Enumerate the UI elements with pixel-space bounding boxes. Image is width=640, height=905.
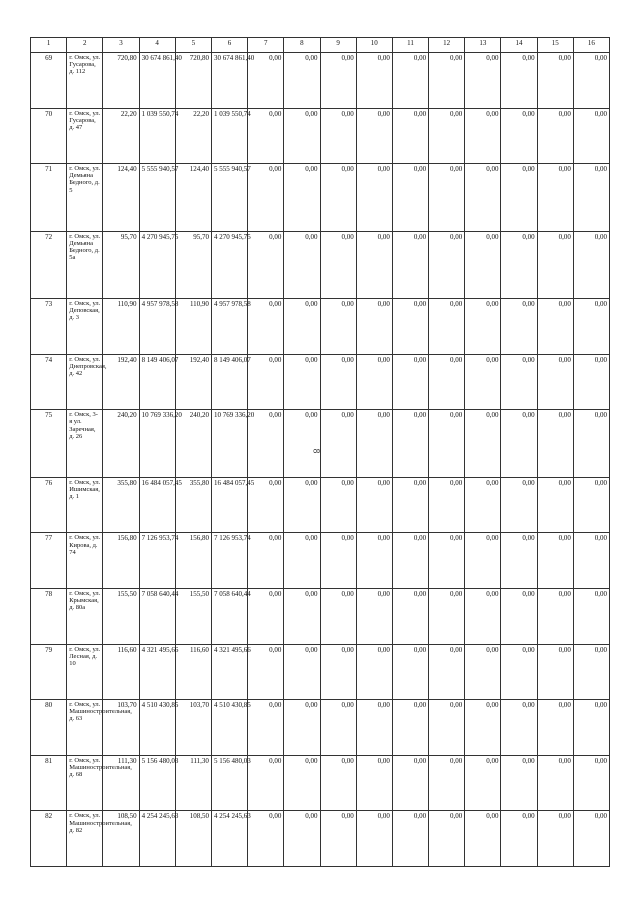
table-cell: 0,00 <box>320 589 356 645</box>
table-cell: 7 058 640,44 <box>211 589 247 645</box>
header-cell-1: 1 <box>31 38 67 53</box>
table-cell: 0,00 <box>429 299 465 355</box>
table-cell: 0,00 <box>573 533 609 589</box>
table-cell: 5 156 480,03 <box>211 755 247 811</box>
table-cell: 0,00 <box>392 644 428 700</box>
table-cell: 0,00 <box>573 108 609 164</box>
header-cell-8: 8 <box>284 38 320 53</box>
table-cell: 0,00 <box>465 477 501 533</box>
table-cell: 0,00 <box>501 589 537 645</box>
table-cell: 0,00 <box>573 53 609 109</box>
table-cell: 30 674 861,40 <box>139 53 175 109</box>
table-cell: 155,50 <box>175 589 211 645</box>
table-cell: 0,00 <box>284 755 320 811</box>
table-cell: 0,00 <box>465 164 501 231</box>
table-cell: 0,00 <box>465 700 501 756</box>
table-cell: 0,00 <box>248 231 284 298</box>
header-cell-7: 7 <box>248 38 284 53</box>
table-cell: 0,00 <box>392 108 428 164</box>
table-cell: 0,00 <box>501 700 537 756</box>
table-cell: 0,00 <box>429 231 465 298</box>
table-cell: 110,90 <box>175 299 211 355</box>
address-cell: г. Омск, ул. Гусарова, д. 47 <box>67 108 103 164</box>
table-cell: 355,80 <box>103 477 139 533</box>
table-cell: 78 <box>31 589 67 645</box>
address-cell: г. Омск, ул. Ишимская, д. 1 <box>67 477 103 533</box>
table-cell: 0,00 <box>356 164 392 231</box>
table-cell: 95,70 <box>175 231 211 298</box>
address-cell: г. Омск, ул. Днепровская, д. 42 <box>67 354 103 410</box>
table-cell: 0,00 <box>537 755 573 811</box>
table-cell: 4 254 245,63 <box>211 811 247 867</box>
table-cell: 77 <box>31 533 67 589</box>
table-row <box>31 410 610 477</box>
table-cell: 0,00 <box>356 231 392 298</box>
table-cell: 124,40 <box>103 164 139 231</box>
table-cell: 0,00 <box>392 354 428 410</box>
header-cell-13: 13 <box>465 38 501 53</box>
table-cell: 0,00 <box>501 231 537 298</box>
table-cell: 4 270 945,75 <box>211 231 247 298</box>
table-cell: 0,00 <box>429 755 465 811</box>
table-cell: 0,00 <box>356 700 392 756</box>
table-cell: 0,00 <box>320 299 356 355</box>
table-cell: 0,00 <box>465 53 501 109</box>
header-cell-16: 16 <box>573 38 609 53</box>
table-cell: 0,00 <box>248 164 284 231</box>
table-cell: 0,00 <box>573 811 609 867</box>
table-cell: 240,20 <box>175 410 211 477</box>
table-cell: 0,00 <box>429 589 465 645</box>
table-cell: 108,50 <box>175 811 211 867</box>
table-cell: 70 <box>31 108 67 164</box>
table-cell: 5 555 940,57 <box>139 164 175 231</box>
header-cell-15: 15 <box>537 38 573 53</box>
header-cell-12: 12 <box>429 38 465 53</box>
table-cell: 74 <box>31 354 67 410</box>
table-cell: 0,00 <box>356 410 392 477</box>
address-cell: г. Омск, ул. Лесная, д. 10 <box>67 644 103 700</box>
table-cell: 0,00 <box>284 53 320 109</box>
table-cell: 0,00 <box>465 410 501 477</box>
table-cell: 0,00 <box>320 811 356 867</box>
table-cell: 0,00 <box>537 589 573 645</box>
table-row <box>31 700 610 756</box>
table-cell: 0,00 <box>465 755 501 811</box>
table-cell: 0,00 <box>537 108 573 164</box>
header-cell-9: 9 <box>320 38 356 53</box>
table-cell: 0,00 <box>356 644 392 700</box>
table-cell: 0,00 <box>284 164 320 231</box>
table-cell: 7 126 953,74 <box>139 533 175 589</box>
table-cell: 156,80 <box>103 533 139 589</box>
table-cell: 7 126 953,74 <box>211 533 247 589</box>
table-cell: 355,80 <box>175 477 211 533</box>
scanned-table-container <box>30 37 610 867</box>
table-cell: 0,00 <box>392 53 428 109</box>
address-cell: г. Омск, ул. Демьяна Бедного, д. 5а <box>67 231 103 298</box>
table-cell: 0,00 <box>429 477 465 533</box>
table-cell: 0,00 <box>501 164 537 231</box>
table-cell: 0,00 <box>392 755 428 811</box>
table-cell: 0,00 <box>501 533 537 589</box>
table-cell: 192,40 <box>175 354 211 410</box>
table-cell: 108,50 <box>103 811 139 867</box>
table-cell: 4 510 430,85 <box>211 700 247 756</box>
table-cell: 0,00 <box>573 299 609 355</box>
table-cell: 5 555 940,57 <box>211 164 247 231</box>
table-cell: 0,00 <box>356 299 392 355</box>
table-cell: 8 149 406,07 <box>139 354 175 410</box>
table-cell: 16 484 057,45 <box>139 477 175 533</box>
table-cell: 0,00 <box>501 354 537 410</box>
page-number: 8 <box>311 448 322 454</box>
table-cell: 0,00 <box>501 108 537 164</box>
header-cell-10: 10 <box>356 38 392 53</box>
header-cell-14: 14 <box>501 38 537 53</box>
table-cell: 0,00 <box>320 477 356 533</box>
header-cell-2: 2 <box>67 38 103 53</box>
table-cell: 0,00 <box>573 589 609 645</box>
table-cell: 1 039 550,74 <box>139 108 175 164</box>
table-cell: 76 <box>31 477 67 533</box>
table-cell: 111,30 <box>175 755 211 811</box>
table-cell: 0,00 <box>429 700 465 756</box>
table-cell: 0,00 <box>465 533 501 589</box>
address-cell: г. Омск, ул. Кирова, д. 74 <box>67 533 103 589</box>
table-cell: 0,00 <box>429 108 465 164</box>
table-cell: 0,00 <box>429 410 465 477</box>
address-cell: г. Омск, ул. Деповская, д. 3 <box>67 299 103 355</box>
table-cell: 0,00 <box>429 164 465 231</box>
table-cell: 0,00 <box>248 354 284 410</box>
table-cell: 22,20 <box>175 108 211 164</box>
table-cell: 0,00 <box>392 811 428 867</box>
table-cell: 0,00 <box>537 299 573 355</box>
table-cell: 0,00 <box>356 811 392 867</box>
table-cell: 0,00 <box>501 299 537 355</box>
header-cell-11: 11 <box>392 38 428 53</box>
table-cell: 0,00 <box>320 410 356 477</box>
table-cell: 0,00 <box>320 231 356 298</box>
table-cell: 0,00 <box>501 410 537 477</box>
table-cell: 80 <box>31 700 67 756</box>
table-cell: 0,00 <box>248 644 284 700</box>
table-cell: 0,00 <box>356 477 392 533</box>
address-cell: г. Омск, ул. Гусарова, д. 112 <box>67 53 103 109</box>
table-cell: 0,00 <box>573 354 609 410</box>
table-cell: 0,00 <box>573 755 609 811</box>
table-cell: 4 957 978,58 <box>139 299 175 355</box>
table-cell: 155,50 <box>103 589 139 645</box>
table-cell: 0,00 <box>465 108 501 164</box>
table-cell: 0,00 <box>537 231 573 298</box>
table-cell: 0,00 <box>284 410 320 477</box>
table-cell: 0,00 <box>537 354 573 410</box>
table-cell: 0,00 <box>320 164 356 231</box>
table-cell: 0,00 <box>573 164 609 231</box>
table-cell: 75 <box>31 410 67 477</box>
table-cell: 116,60 <box>103 644 139 700</box>
table-cell: 10 769 336,20 <box>139 410 175 477</box>
table-cell: 0,00 <box>248 755 284 811</box>
table-cell: 72 <box>31 231 67 298</box>
table-cell: 0,00 <box>537 410 573 477</box>
table-cell: 81 <box>31 755 67 811</box>
table-cell: 0,00 <box>465 299 501 355</box>
property-table <box>30 37 610 867</box>
table-cell: 0,00 <box>392 477 428 533</box>
table-cell: 0,00 <box>537 811 573 867</box>
table-cell: 0,00 <box>248 108 284 164</box>
table-cell: 192,40 <box>103 354 139 410</box>
table-cell: 0,00 <box>537 644 573 700</box>
table-cell: 69 <box>31 53 67 109</box>
table-cell: 124,40 <box>175 164 211 231</box>
table-cell: 22,20 <box>103 108 139 164</box>
table-cell: 0,00 <box>320 533 356 589</box>
table-cell: 0,00 <box>465 589 501 645</box>
table-cell: 0,00 <box>429 53 465 109</box>
table-cell: 8 149 406,07 <box>211 354 247 410</box>
table-cell: 4 254 245,63 <box>139 811 175 867</box>
table-cell: 0,00 <box>537 53 573 109</box>
table-cell: 0,00 <box>284 477 320 533</box>
table-cell: 720,80 <box>103 53 139 109</box>
table-cell: 0,00 <box>284 354 320 410</box>
address-cell: г. Омск, ул. Машиностроительная, д. 68 <box>67 755 103 811</box>
table-cell: 5 156 480,03 <box>139 755 175 811</box>
table-cell: 0,00 <box>356 589 392 645</box>
table-cell: 0,00 <box>429 533 465 589</box>
table-cell: 0,00 <box>284 644 320 700</box>
header-cell-5: 5 <box>175 38 211 53</box>
table-cell: 0,00 <box>501 53 537 109</box>
table-cell: 156,80 <box>175 533 211 589</box>
address-cell: г. Омск, ул. Машиностроительная, д. 63 <box>67 700 103 756</box>
table-cell: 0,00 <box>284 533 320 589</box>
table-cell: 0,00 <box>392 164 428 231</box>
table-cell: 116,60 <box>175 644 211 700</box>
table-cell: 111,30 <box>103 755 139 811</box>
table-row <box>31 644 610 700</box>
table-row <box>31 477 610 533</box>
table-cell: 7 058 640,44 <box>139 589 175 645</box>
table-cell: 0,00 <box>465 644 501 700</box>
table-cell: 0,00 <box>573 644 609 700</box>
table-cell: 0,00 <box>537 477 573 533</box>
table-row <box>31 354 610 410</box>
table-cell: 0,00 <box>392 533 428 589</box>
table-cell: 0,00 <box>284 108 320 164</box>
table-cell: 0,00 <box>248 477 284 533</box>
table-cell: 10 769 336,20 <box>211 410 247 477</box>
table-cell: 0,00 <box>248 533 284 589</box>
table-cell: 4 270 945,75 <box>139 231 175 298</box>
address-cell: г. Омск, 3-я ул. Заречная, д. 26 <box>67 410 103 477</box>
table-cell: 0,00 <box>248 410 284 477</box>
table-cell: 0,00 <box>320 644 356 700</box>
address-cell: г. Омск, ул. Демьяна Бедного, д. 5 <box>67 164 103 231</box>
table-row <box>31 231 610 298</box>
table-cell: 71 <box>31 164 67 231</box>
header-cell-4: 4 <box>139 38 175 53</box>
table-row <box>31 589 610 645</box>
table-cell: 0,00 <box>429 644 465 700</box>
table-cell: 73 <box>31 299 67 355</box>
table-cell: 0,00 <box>356 108 392 164</box>
table-cell: 0,00 <box>537 164 573 231</box>
table-cell: 82 <box>31 811 67 867</box>
table-row <box>31 299 610 355</box>
table-cell: 0,00 <box>392 589 428 645</box>
table-cell: 4 510 430,85 <box>139 700 175 756</box>
table-cell: 4 957 978,58 <box>211 299 247 355</box>
table-cell: 0,00 <box>392 700 428 756</box>
table-cell: 0,00 <box>465 811 501 867</box>
header-cell-6: 6 <box>211 38 247 53</box>
table-header-row <box>31 38 610 53</box>
table-cell: 30 674 861,40 <box>211 53 247 109</box>
table-cell: 4 321 495,66 <box>139 644 175 700</box>
table-row <box>31 108 610 164</box>
table-row <box>31 755 610 811</box>
table-cell: 4 321 495,66 <box>211 644 247 700</box>
table-cell: 0,00 <box>501 811 537 867</box>
table-cell: 0,00 <box>429 811 465 867</box>
table-cell: 0,00 <box>284 811 320 867</box>
table-cell: 0,00 <box>248 589 284 645</box>
table-cell: 0,00 <box>537 533 573 589</box>
table-cell: 0,00 <box>320 700 356 756</box>
table-cell: 110,90 <box>103 299 139 355</box>
table-cell: 0,00 <box>356 533 392 589</box>
table-cell: 0,00 <box>248 53 284 109</box>
table-cell: 720,80 <box>175 53 211 109</box>
address-cell: г. Омск, ул. Машиностроительная, д. 82 <box>67 811 103 867</box>
table-cell: 0,00 <box>284 231 320 298</box>
table-cell: 0,00 <box>284 299 320 355</box>
table-cell: 0,00 <box>320 53 356 109</box>
table-cell: 0,00 <box>573 700 609 756</box>
table-cell: 0,00 <box>465 231 501 298</box>
table-cell: 0,00 <box>356 354 392 410</box>
table-cell: 79 <box>31 644 67 700</box>
table-cell: 0,00 <box>392 410 428 477</box>
table-head <box>31 38 610 53</box>
table-cell: 0,00 <box>392 231 428 298</box>
table-cell: 0,00 <box>248 299 284 355</box>
table-row <box>31 164 610 231</box>
table-row <box>31 533 610 589</box>
table-cell: 0,00 <box>392 299 428 355</box>
table-cell: 0,00 <box>284 700 320 756</box>
table-cell: 0,00 <box>356 755 392 811</box>
table-cell: 1 039 550,74 <box>211 108 247 164</box>
table-cell: 0,00 <box>573 231 609 298</box>
table-cell: 240,20 <box>103 410 139 477</box>
table-cell: 0,00 <box>465 354 501 410</box>
table-cell: 0,00 <box>501 477 537 533</box>
table-cell: 0,00 <box>320 108 356 164</box>
table-cell: 0,00 <box>429 354 465 410</box>
table-row <box>31 53 610 109</box>
table-cell: 0,00 <box>501 644 537 700</box>
table-cell: 0,00 <box>248 700 284 756</box>
table-cell: 0,00 <box>284 589 320 645</box>
table-body <box>31 53 610 867</box>
table-cell: 0,00 <box>248 811 284 867</box>
table-cell: 95,70 <box>103 231 139 298</box>
table-cell: 0,00 <box>320 354 356 410</box>
table-cell: 0,00 <box>573 410 609 477</box>
header-cell-3: 3 <box>103 38 139 53</box>
table-cell: 0,00 <box>501 755 537 811</box>
table-cell: 103,70 <box>175 700 211 756</box>
table-cell: 0,00 <box>356 53 392 109</box>
table-row <box>31 811 610 867</box>
table-cell: 0,00 <box>537 700 573 756</box>
table-cell: 0,00 <box>320 755 356 811</box>
table-cell: 0,00 <box>573 477 609 533</box>
table-cell: 16 484 057,45 <box>211 477 247 533</box>
table-cell: 103,70 <box>103 700 139 756</box>
address-cell: г. Омск, ул. Крымская, д. 80а <box>67 589 103 645</box>
